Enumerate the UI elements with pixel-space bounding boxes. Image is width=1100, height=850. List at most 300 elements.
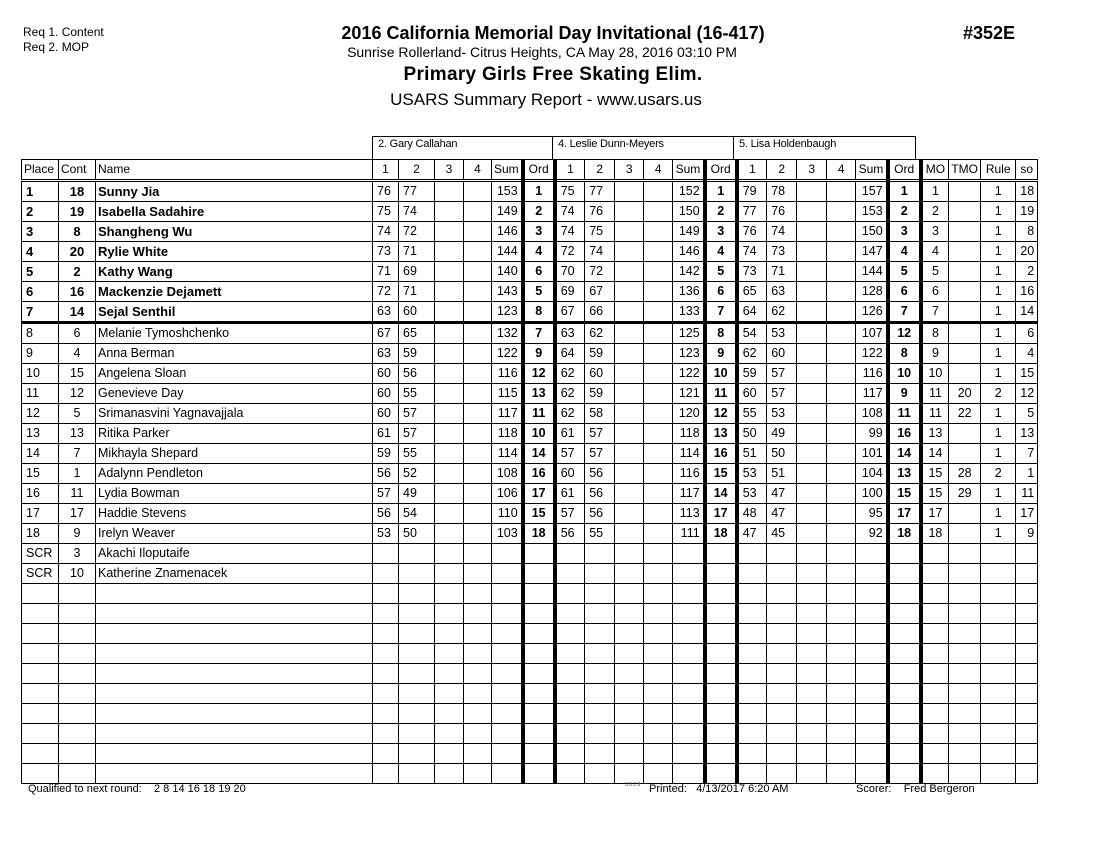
empty-cell	[585, 664, 615, 684]
judge-3-score-3	[797, 484, 827, 504]
judge-1-score-1: 61	[373, 424, 399, 444]
judge-3-score-3	[797, 464, 827, 484]
judge-2-score-4	[644, 282, 673, 302]
judge-2-score-2: 55	[585, 524, 615, 544]
judge-2-score-3	[615, 364, 644, 384]
empty-cell	[1016, 744, 1038, 764]
judge-3-score-1: 54	[737, 323, 767, 344]
empty-cell	[737, 584, 767, 604]
empty-cell	[615, 644, 644, 664]
empty-cell	[949, 724, 981, 744]
empty-cell	[373, 684, 399, 704]
empty-cell	[96, 744, 373, 764]
tmo-cell	[949, 444, 981, 464]
judge-2-score-4	[644, 404, 673, 424]
empty-cell	[797, 684, 827, 704]
empty-cell	[464, 744, 492, 764]
judge-3-ordinal: 6	[888, 282, 921, 302]
judge-1-score-3	[435, 484, 464, 504]
judge-2-ordinal: 7	[705, 302, 737, 323]
empty-cell	[767, 644, 797, 664]
judge-2-score-1: 57	[555, 444, 585, 464]
judge-1-score-1	[373, 564, 399, 584]
empty-cell	[921, 644, 949, 664]
skater-name: Akachi Iloputaife	[96, 544, 373, 564]
judge-2-score-2: 59	[585, 384, 615, 404]
mo-cell: 6	[921, 282, 949, 302]
empty-cell	[921, 664, 949, 684]
tmo-cell	[949, 222, 981, 242]
judge-3-score-2: 45	[767, 524, 797, 544]
judge-1-score-1: 60	[373, 404, 399, 424]
empty-row	[22, 704, 1038, 724]
empty-cell	[981, 624, 1016, 644]
judge-2-ordinal: 3	[705, 222, 737, 242]
empty-cell	[981, 684, 1016, 704]
empty-cell	[949, 704, 981, 724]
rule-cell: 1	[981, 444, 1016, 464]
empty-cell	[523, 684, 555, 704]
empty-cell	[585, 764, 615, 784]
cont-cell: 1	[59, 464, 96, 484]
empty-cell	[373, 664, 399, 684]
judge-2-score-1: 60	[555, 464, 585, 484]
mo-cell: 3	[921, 222, 949, 242]
col-cont: Cont	[59, 160, 96, 181]
judge-3-score-4	[827, 302, 856, 323]
judge-2-ordinal: 5	[705, 262, 737, 282]
empty-cell	[888, 704, 921, 724]
empty-cell	[22, 624, 59, 644]
empty-cell	[399, 724, 435, 744]
empty-cell	[492, 624, 523, 644]
col-tmo: TMO	[949, 160, 981, 181]
judge-2-ordinal: 9	[705, 344, 737, 364]
empty-cell	[1016, 764, 1038, 784]
judge-2-score-1: 74	[555, 222, 585, 242]
judge-2-score-2: 57	[585, 444, 615, 464]
judge-2-score-4	[644, 424, 673, 444]
judge-2-score-1: 62	[555, 364, 585, 384]
empty-cell	[767, 664, 797, 684]
empty-cell	[435, 744, 464, 764]
judge-1-ordinal: 8	[523, 302, 555, 323]
judge-2-score-1: 64	[555, 344, 585, 364]
so-cell: 16	[1016, 282, 1038, 302]
judge-2-score-4	[644, 364, 673, 384]
judge-3-ordinal: 8	[888, 344, 921, 364]
mo-cell: 8	[921, 323, 949, 344]
judge-1-sum: 114	[492, 444, 523, 464]
tmo-cell	[949, 282, 981, 302]
judge-1-score-4	[464, 384, 492, 404]
mo-cell: 9	[921, 344, 949, 364]
judge-1-ordinal: 6	[523, 262, 555, 282]
empty-cell	[767, 724, 797, 744]
judge-1-score-2: 72	[399, 222, 435, 242]
judge-3-score-2	[767, 564, 797, 584]
empty-cell	[949, 624, 981, 644]
tmo-cell	[949, 504, 981, 524]
place-cell: 6	[22, 282, 59, 302]
tmo-cell	[949, 242, 981, 262]
empty-cell	[464, 604, 492, 624]
judge-2-score-4	[644, 504, 673, 524]
judge-3-ordinal: 3	[888, 222, 921, 242]
judge-2-score-4	[644, 222, 673, 242]
empty-cell	[399, 584, 435, 604]
judge-3-score-4	[827, 181, 856, 202]
cont-cell: 20	[59, 242, 96, 262]
empty-cell	[644, 764, 673, 784]
judge-1-score-1: 67	[373, 323, 399, 344]
judge-2-score-1: 61	[555, 424, 585, 444]
judge-1-score-2: 74	[399, 202, 435, 222]
empty-cell	[705, 744, 737, 764]
judge-3-score-4	[827, 464, 856, 484]
table-row	[22, 544, 1038, 564]
judge-2-score-2: 56	[585, 464, 615, 484]
mo-cell: 11	[921, 384, 949, 404]
judge-2-sum: 142	[673, 262, 705, 282]
judge-1-score-3	[435, 404, 464, 424]
judge-3-score-1: 79	[737, 181, 767, 202]
judge-2-sum: 116	[673, 464, 705, 484]
empty-cell	[492, 604, 523, 624]
judge-3-score-2: 50	[767, 444, 797, 464]
judge-header-3: 5. Lisa Holdenbaugh	[733, 136, 916, 159]
judge-1-score-4	[464, 484, 492, 504]
empty-cell	[96, 764, 373, 784]
judge-2-score-4	[644, 384, 673, 404]
judge-1-score-4	[464, 424, 492, 444]
empty-cell	[585, 724, 615, 744]
judge-1-sum	[492, 564, 523, 584]
judge-3-sum: 100	[856, 484, 888, 504]
place-cell: SCR	[22, 564, 59, 584]
place-cell: 12	[22, 404, 59, 424]
rule-cell: 1	[981, 262, 1016, 282]
judge-1-score-4	[464, 262, 492, 282]
tmo-cell	[949, 323, 981, 344]
empty-cell	[673, 644, 705, 664]
judge-2-ordinal: 1	[705, 181, 737, 202]
judge-1-ordinal: 14	[523, 444, 555, 464]
judge-2-score-2: 57	[585, 424, 615, 444]
empty-cell	[59, 624, 96, 644]
empty-cell	[464, 584, 492, 604]
judge-3-sum: 126	[856, 302, 888, 323]
empty-cell	[737, 744, 767, 764]
empty-cell	[921, 744, 949, 764]
empty-cell	[705, 624, 737, 644]
empty-cell	[827, 604, 856, 624]
rule-cell: 1	[981, 404, 1016, 424]
qualified-footer	[28, 783, 246, 795]
empty-cell	[644, 584, 673, 604]
judge-2-score-3	[615, 302, 644, 323]
place-cell: 10	[22, 364, 59, 384]
skater-name: Sejal Senthil	[96, 302, 373, 323]
empty-cell	[888, 684, 921, 704]
empty-cell	[644, 644, 673, 664]
judge-1-score-2: 71	[399, 282, 435, 302]
empty-cell	[644, 684, 673, 704]
so-cell: 15	[1016, 364, 1038, 384]
judge-1-score-4	[464, 564, 492, 584]
judge-3-score-2: 73	[767, 242, 797, 262]
judge-2-sum: 150	[673, 202, 705, 222]
cont-cell: 16	[59, 282, 96, 302]
skater-name: Katherine Znamenacek	[96, 564, 373, 584]
software-version: 3.8.1.8	[625, 782, 641, 788]
cont-cell: 13	[59, 424, 96, 444]
mo-cell: 10	[921, 364, 949, 384]
empty-cell	[921, 604, 949, 624]
judge-2-score-3	[615, 282, 644, 302]
mo-cell: 15	[921, 464, 949, 484]
judge-1-score-1	[373, 544, 399, 564]
empty-cell	[464, 644, 492, 664]
judge-2-score-3	[615, 484, 644, 504]
judge-1-score-4	[464, 302, 492, 323]
empty-cell	[981, 704, 1016, 724]
judge-1-score-1: 75	[373, 202, 399, 222]
empty-cell	[767, 684, 797, 704]
tmo-cell	[949, 262, 981, 282]
judge-3-score-2: 74	[767, 222, 797, 242]
empty-cell	[1016, 684, 1038, 704]
empty-cell	[464, 664, 492, 684]
judge-2-ordinal: 11	[705, 384, 737, 404]
tmo-cell	[949, 344, 981, 364]
skater-name: Rylie White	[96, 242, 373, 262]
table-row	[22, 424, 1038, 444]
judge-3-score-2: 57	[767, 364, 797, 384]
so-cell: 6	[1016, 323, 1038, 344]
judge-2-ordinal: 6	[705, 282, 737, 302]
judge-1-score-2: 57	[399, 424, 435, 444]
empty-cell	[856, 584, 888, 604]
judge-1-score-4	[464, 504, 492, 524]
judge-1-sum: 144	[492, 242, 523, 262]
empty-cell	[949, 744, 981, 764]
col-j3-s1: 1	[737, 160, 767, 181]
tmo-cell: 29	[949, 484, 981, 504]
judge-3-ordinal: 12	[888, 323, 921, 344]
skater-name: Anna Berman	[96, 344, 373, 364]
empty-cell	[949, 604, 981, 624]
table-row	[22, 364, 1038, 384]
empty-cell	[585, 624, 615, 644]
empty-cell	[615, 744, 644, 764]
empty-cell	[981, 744, 1016, 764]
empty-cell	[555, 724, 585, 744]
judge-1-sum: 132	[492, 323, 523, 344]
mo-cell: 13	[921, 424, 949, 444]
empty-cell	[59, 664, 96, 684]
table-row	[22, 344, 1038, 364]
judge-3-score-3	[797, 202, 827, 222]
judge-1-ordinal: 13	[523, 384, 555, 404]
so-cell	[1016, 564, 1038, 584]
judge-3-score-3	[797, 323, 827, 344]
empty-cell	[856, 724, 888, 744]
judge-2-ordinal: 16	[705, 444, 737, 464]
printed-value: 4/13/2017 6:20 AM	[696, 783, 789, 795]
judge-header-1: 2. Gary Callahan	[372, 136, 553, 159]
judge-2-score-2	[585, 564, 615, 584]
empty-cell	[797, 744, 827, 764]
judge-3-score-3	[797, 384, 827, 404]
table-row	[22, 302, 1038, 323]
cont-cell: 5	[59, 404, 96, 424]
empty-cell	[705, 664, 737, 684]
tmo-cell: 20	[949, 384, 981, 404]
judge-3-score-4	[827, 484, 856, 504]
empty-cell	[767, 764, 797, 784]
empty-cell	[615, 624, 644, 644]
judge-1-sum: 115	[492, 384, 523, 404]
judge-1-score-4	[464, 282, 492, 302]
col-j1-s1: 1	[373, 160, 399, 181]
judge-2-score-3	[615, 202, 644, 222]
table-row	[22, 242, 1038, 262]
empty-cell	[492, 584, 523, 604]
empty-cell	[59, 704, 96, 724]
empty-cell	[737, 604, 767, 624]
empty-cell	[585, 684, 615, 704]
empty-cell	[59, 744, 96, 764]
empty-cell	[921, 624, 949, 644]
judge-1-score-2: 56	[399, 364, 435, 384]
so-cell: 9	[1016, 524, 1038, 544]
cont-cell: 3	[59, 544, 96, 564]
judge-2-score-4	[644, 444, 673, 464]
so-cell: 18	[1016, 181, 1038, 202]
empty-cell	[96, 584, 373, 604]
empty-cell	[981, 644, 1016, 664]
results-table	[21, 159, 1038, 784]
empty-cell	[22, 644, 59, 664]
judge-2-score-3	[615, 424, 644, 444]
empty-cell	[705, 764, 737, 784]
empty-cell	[22, 764, 59, 784]
empty-cell	[705, 704, 737, 724]
judge-3-score-4	[827, 323, 856, 344]
qualified-label: Qualified to next round:	[28, 783, 142, 795]
rule-cell: 1	[981, 222, 1016, 242]
judge-2-score-1: 62	[555, 384, 585, 404]
empty-cell	[888, 764, 921, 784]
empty-cell	[492, 644, 523, 664]
judge-3-ordinal: 13	[888, 464, 921, 484]
judge-2-sum: 123	[673, 344, 705, 364]
empty-cell	[856, 604, 888, 624]
judge-1-score-4	[464, 323, 492, 344]
judge-3-score-1: 50	[737, 424, 767, 444]
mo-cell: 4	[921, 242, 949, 262]
event-title: Primary Girls Free Skating Elim.	[403, 64, 703, 85]
empty-cell	[705, 604, 737, 624]
mo-cell: 18	[921, 524, 949, 544]
judge-2-ordinal: 10	[705, 364, 737, 384]
skater-name: Melanie Tymoshchenko	[96, 323, 373, 344]
judge-2-sum: 118	[673, 424, 705, 444]
judge-3-score-4	[827, 262, 856, 282]
event-number: #352E	[963, 23, 1016, 43]
empty-cell	[399, 604, 435, 624]
empty-cell	[737, 724, 767, 744]
cont-cell: 14	[59, 302, 96, 323]
place-cell: 1	[22, 181, 59, 202]
judge-1-ordinal: 10	[523, 424, 555, 444]
judge-header-2: 4. Leslie Dunn-Meyers	[552, 136, 734, 159]
judge-3-score-1: 73	[737, 262, 767, 282]
cont-cell: 15	[59, 364, 96, 384]
judge-3-score-1: 53	[737, 484, 767, 504]
judge-1-score-3	[435, 242, 464, 262]
judge-3-score-1: 53	[737, 464, 767, 484]
rule-cell: 1	[981, 302, 1016, 323]
judge-1-sum: 122	[492, 344, 523, 364]
empty-cell	[585, 604, 615, 624]
judge-3-ordinal: 5	[888, 262, 921, 282]
judge-3-ordinal: 2	[888, 202, 921, 222]
judge-1-score-1: 73	[373, 242, 399, 262]
empty-cell	[523, 764, 555, 784]
judge-2-ordinal: 12	[705, 404, 737, 424]
judge-1-score-4	[464, 464, 492, 484]
judge-1-ordinal: 12	[523, 364, 555, 384]
empty-cell	[585, 704, 615, 724]
judge-1-score-3	[435, 202, 464, 222]
judge-2-score-3	[615, 564, 644, 584]
judge-1-score-3	[435, 222, 464, 242]
place-cell: 13	[22, 424, 59, 444]
table-row	[22, 464, 1038, 484]
venue-line: Sunrise Rollerland- Citrus Heights, CA May 28, 2016 03:10 PM	[347, 44, 737, 60]
table-row	[22, 202, 1038, 222]
judge-3-score-4	[827, 444, 856, 464]
empty-cell	[585, 644, 615, 664]
col-j2-sum: Sum	[673, 160, 705, 181]
place-cell: SCR	[22, 544, 59, 564]
empty-cell	[59, 764, 96, 784]
empty-cell	[673, 624, 705, 644]
judge-3-score-1: 59	[737, 364, 767, 384]
mo-cell: 5	[921, 262, 949, 282]
judge-1-score-2: 50	[399, 524, 435, 544]
judge-3-score-3	[797, 344, 827, 364]
judge-3-sum: 150	[856, 222, 888, 242]
empty-cell	[492, 724, 523, 744]
empty-cell	[615, 724, 644, 744]
judge-3-score-3	[797, 424, 827, 444]
judge-2-ordinal	[705, 544, 737, 564]
empty-cell	[22, 684, 59, 704]
judge-3-score-3	[797, 364, 827, 384]
judge-2-score-2: 74	[585, 242, 615, 262]
place-cell: 5	[22, 262, 59, 282]
judge-3-score-3	[797, 504, 827, 524]
empty-cell	[96, 724, 373, 744]
empty-cell	[492, 684, 523, 704]
tmo-cell	[949, 424, 981, 444]
empty-cell	[585, 744, 615, 764]
empty-cell	[373, 644, 399, 664]
judge-3-sum: 92	[856, 524, 888, 544]
